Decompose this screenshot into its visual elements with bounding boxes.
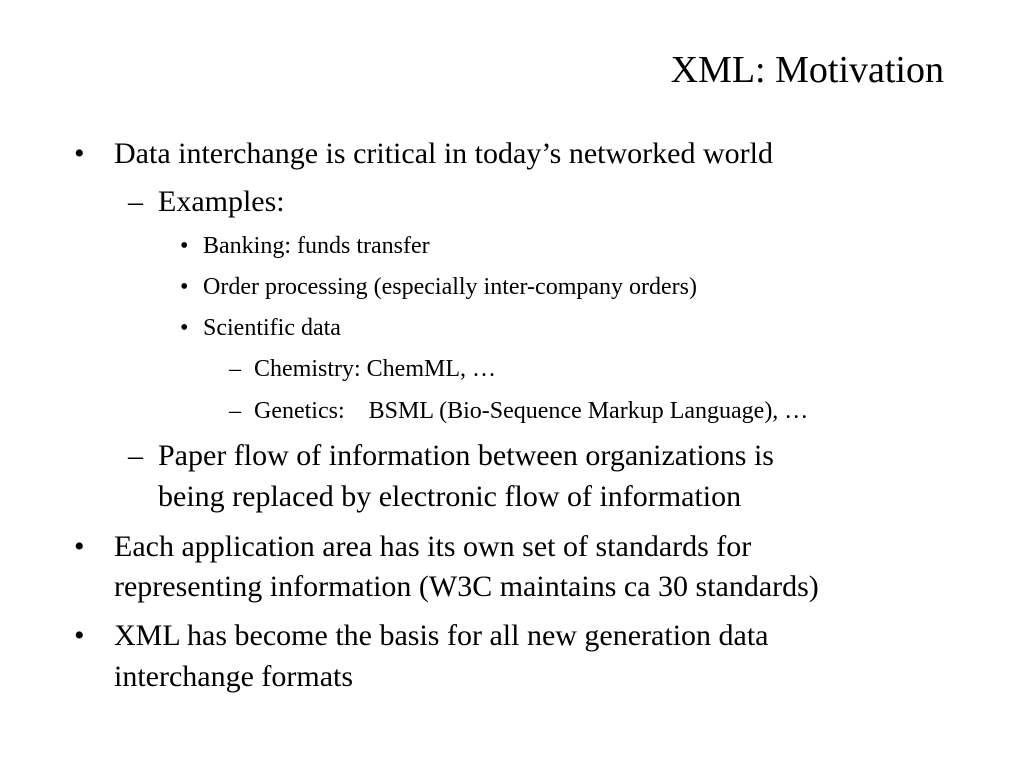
bullet-dash: – — [128, 439, 143, 472]
bullet-text-9-line-2: representing information (W3C maintains ca 30 standards) — [114, 570, 819, 603]
bullet-text-8-line-2: being replaced by electronic flow of information — [158, 480, 742, 513]
bullet-text-3: Banking: funds transfer — [203, 233, 430, 259]
bullet-text-7: Genetics: BSML (Bio-Sequence Markup Language), … — [254, 398, 809, 424]
bullet-text-6: Chemistry: ChemML, … — [254, 356, 496, 382]
bullet-text-4: Order processing (especially inter-company orders) — [203, 274, 697, 300]
bullet-dash: – — [229, 398, 241, 424]
bullet-text-9-line-1: Each application area has its own set of standards for — [114, 530, 752, 563]
bullet-dot: • — [74, 137, 85, 170]
bullet-text-10-line-2: interchange formats — [114, 660, 354, 693]
bullet-text-1: Data interchange is critical in today’s networked world — [114, 137, 773, 170]
bullet-text-5: Scientific data — [203, 315, 341, 341]
bullet-text-2: Examples: — [158, 185, 285, 218]
bullet-dot: • — [180, 274, 189, 300]
slide-title: XML: Motivation — [670, 49, 944, 91]
bullet-dot: • — [74, 530, 85, 563]
bullet-dot: • — [180, 233, 189, 259]
bullet-dot: • — [74, 619, 85, 652]
bullet-text-10-line-1: XML has become the basis for all new generation data — [114, 619, 769, 652]
bullet-dot: • — [180, 315, 189, 341]
bullet-text-8-line-1: Paper flow of information between organizations is — [158, 439, 774, 472]
bullet-dash: – — [128, 185, 143, 218]
bullet-dash: – — [229, 356, 241, 382]
